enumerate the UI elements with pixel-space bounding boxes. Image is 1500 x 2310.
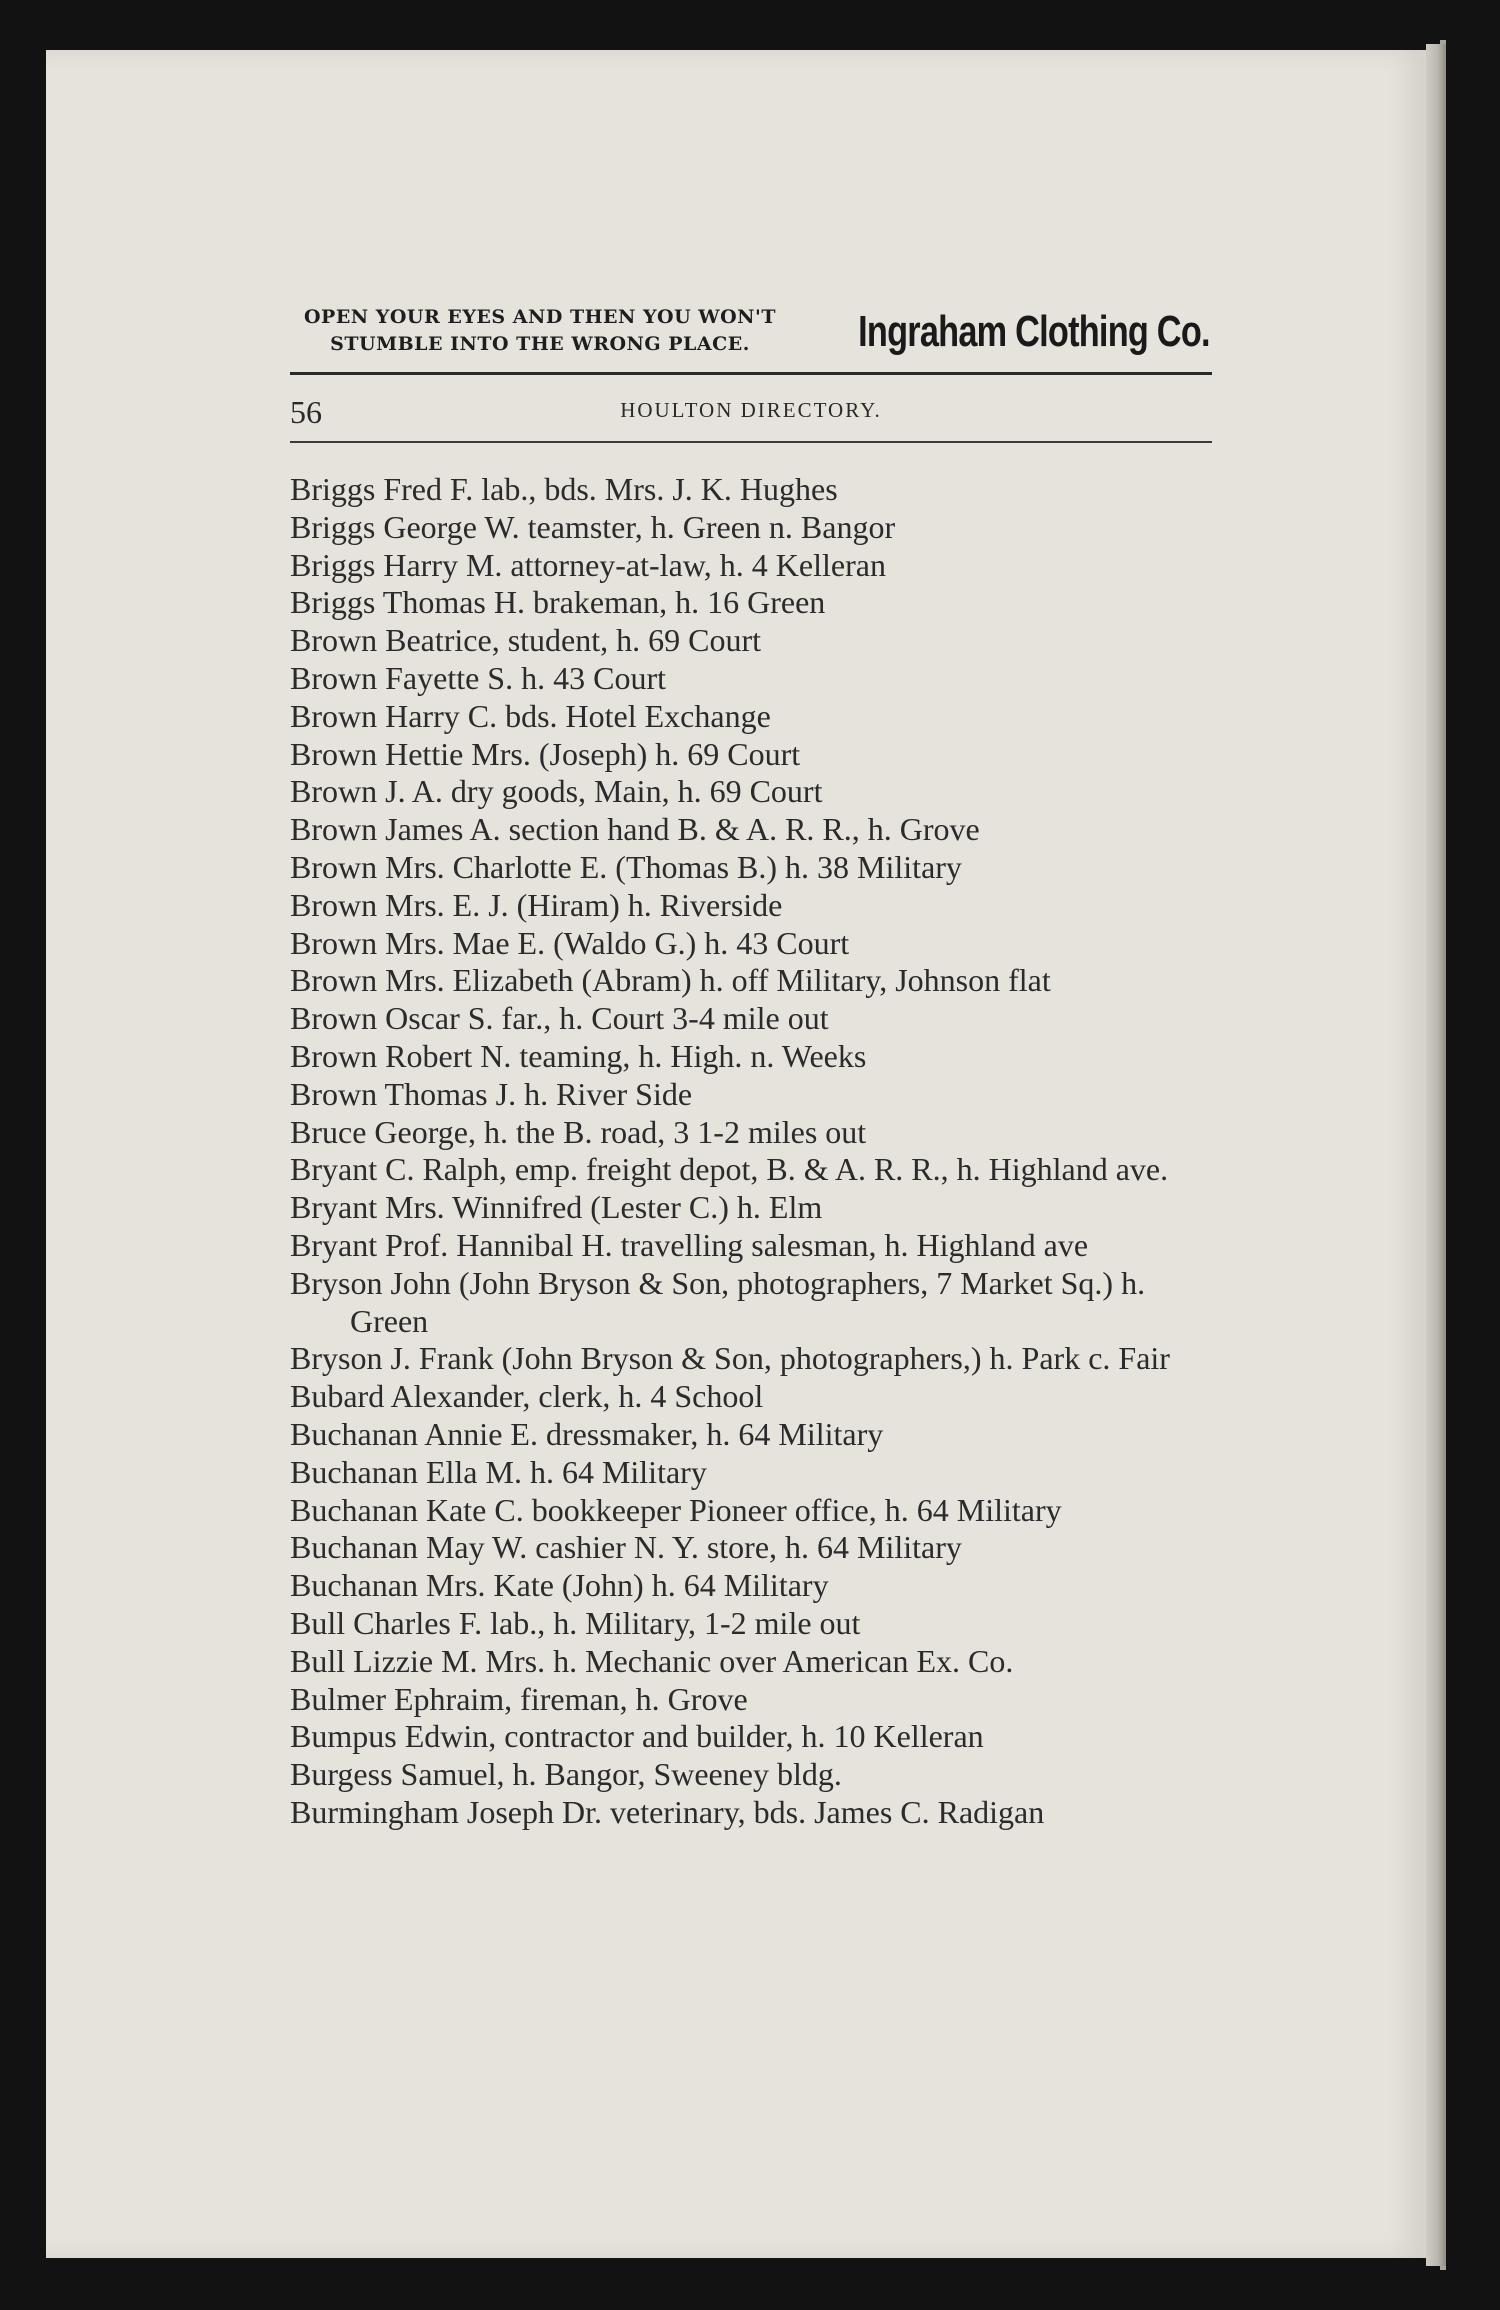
brand-name: Ingraham Clothing Co. (858, 307, 1210, 356)
header-rule (290, 372, 1212, 375)
directory-entry: Bryant Mrs. Winnifred (Lester C.) h. Elm (290, 1189, 823, 1226)
directory-entry: Brown Fayette S. h. 43 Court (290, 659, 666, 696)
directory-entries (290, 471, 1230, 1832)
directory-entry: Bull Lizzie M. Mrs. h. Mechanic over American Ex. Co. (290, 1642, 1014, 1679)
directory-entry: Buchanan Mrs. Kate (John) h. 64 Military (290, 1567, 829, 1604)
directory-entry: Briggs Fred F. lab., bds. Mrs. J. K. Hughes (290, 471, 838, 507)
directory-entry: Brown Thomas J. h. River Side (290, 1075, 693, 1112)
header-slogan (290, 304, 790, 358)
directory-entry: Buchanan Kate C. bookkeeper Pioneer office, h. 64 Military (290, 1491, 1062, 1528)
directory-entry: Buchanan Annie E. dressmaker, h. 64 Military (290, 1415, 884, 1452)
page-edge (1426, 44, 1446, 2266)
directory-entry: Buchanan May W. cashier N. Y. store, h. 64 Military (290, 1529, 962, 1566)
running-title: HOULTON DIRECTORY. (620, 398, 882, 422)
advertisement-header (290, 300, 1210, 380)
directory-entry: Bryson John (John Bryson & Son, photographers, 7 Market Sq.) h. Green (290, 1264, 1146, 1339)
page-number: 56 (290, 394, 322, 430)
directory-entry: Bulmer Ephraim, fireman, h. Grove (290, 1680, 748, 1717)
directory-entry: Bull Charles F. lab., h. Military, 1-2 mile out (290, 1604, 861, 1641)
directory-entry: Brown James A. section hand B. & A. R. R., h. Grove (290, 811, 980, 848)
directory-entry: Brown Beatrice, student, h. 69 Court (290, 622, 762, 659)
directory-entry: Brown Mrs. E. J. (Hiram) h. Riverside (290, 886, 783, 923)
slogan-line-1: OPEN YOUR EYES AND THEN YOU WON'T (303, 306, 777, 328)
directory-entry: Brown Oscar S. far., h. Court 3-4 mile out (290, 1000, 829, 1037)
directory-entry: Briggs George W. teamster, h. Green n. Bangor (290, 508, 896, 545)
directory-entry: Brown Mrs. Mae E. (Waldo G.) h. 43 Court (290, 924, 850, 961)
directory-entry: Brown Robert N. teaming, h. High. n. Weeks (290, 1037, 867, 1074)
directory-entry: Burgess Samuel, h. Bangor, Sweeney bldg. (290, 1756, 842, 1793)
running-head (290, 392, 1212, 432)
directory-entry: Buchanan Ella M. h. 64 Military (290, 1453, 707, 1490)
directory-entry: Brown Harry C. bds. Hotel Exchange (290, 697, 771, 734)
directory-entry: Burmingham Joseph Dr. veterinary, bds. James C. Radigan (290, 1793, 1045, 1830)
directory-entry: Bryson J. Frank (John Bryson & Son, photographers,) h. Park c. Fair (290, 1340, 1170, 1377)
directory-entry: Brown Mrs. Charlotte E. (Thomas B.) h. 38 Military (290, 848, 962, 885)
running-head-rule (290, 441, 1212, 443)
directory-entry: Brown Mrs. Elizabeth (Abram) h. off Military, Johnson flat (290, 962, 1051, 999)
directory-entry: Brown J. A. dry goods, Main, h. 69 Court (290, 773, 823, 810)
directory-entry: Bruce George, h. the B. road, 3 1-2 miles out (290, 1113, 867, 1150)
directory-entry: Bryant Prof. Hannibal H. travelling salesman, h. Highland ave (290, 1226, 1089, 1263)
slogan-line-2: STUMBLE INTO THE WRONG PLACE. (330, 333, 750, 355)
directory-entry: Briggs Harry M. attorney-at-law, h. 4 Kelleran (290, 546, 886, 583)
directory-entry: Bubard Alexander, clerk, h. 4 School (290, 1378, 764, 1415)
directory-entry: Bryant C. Ralph, emp. freight depot, B. & A. R. R., h. Highland ave. (290, 1151, 1169, 1188)
directory-entry: Brown Hettie Mrs. (Joseph) h. 69 Court (290, 735, 801, 772)
directory-entry: Bumpus Edwin, contractor and builder, h. 10 Kelleran (290, 1718, 984, 1755)
directory-entry: Briggs Thomas H. brakeman, h. 16 Green (290, 584, 826, 621)
